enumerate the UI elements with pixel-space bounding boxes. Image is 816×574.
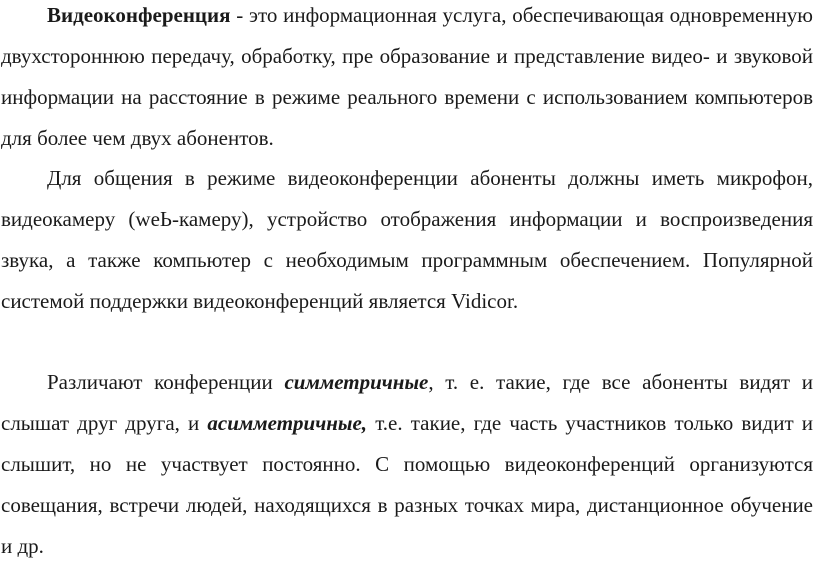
paragraph-types [1, 362, 813, 567]
term-videoconference: Видеоконференция [47, 3, 231, 27]
paragraph-definition [1, 0, 813, 159]
types-text-c: т.е. такие, где часть участников только видит и слышит, но не участвует постоянно. С помощью видеоконференций организуются совещания, встречи людей, находящихся в разных точках мира, дистанционное обучение и др. [1, 411, 814, 558]
term-symmetric: симметричные [284, 370, 429, 394]
definition-text: - это информационная услуга, обеспечивающая одновременную двухстороннюю передачу, обработку, пре образование и представление видео- и звуковой информации на расстояние в режиме реального времени с использованием компьютеров для более чем двух абонентов. [1, 3, 813, 150]
types-text-b: , т. е. такие, где все абоненты видят и слышат друг друга, и [1, 370, 814, 435]
paragraph-requirements [1, 158, 813, 322]
types-text-a: Различают конференции [47, 370, 285, 394]
term-asymmetric: асимметричные, [207, 411, 368, 435]
requirements-text: Для общения в режиме видеоконференции абоненты должны иметь микрофон, видеокамеру (weЬ-камеру), устройство отображения информации и воспроизведения звука, а также компьютер с необходимым программным обеспечением. Популярной системой поддержки видеоконференций является Vidicor. [1, 166, 813, 313]
